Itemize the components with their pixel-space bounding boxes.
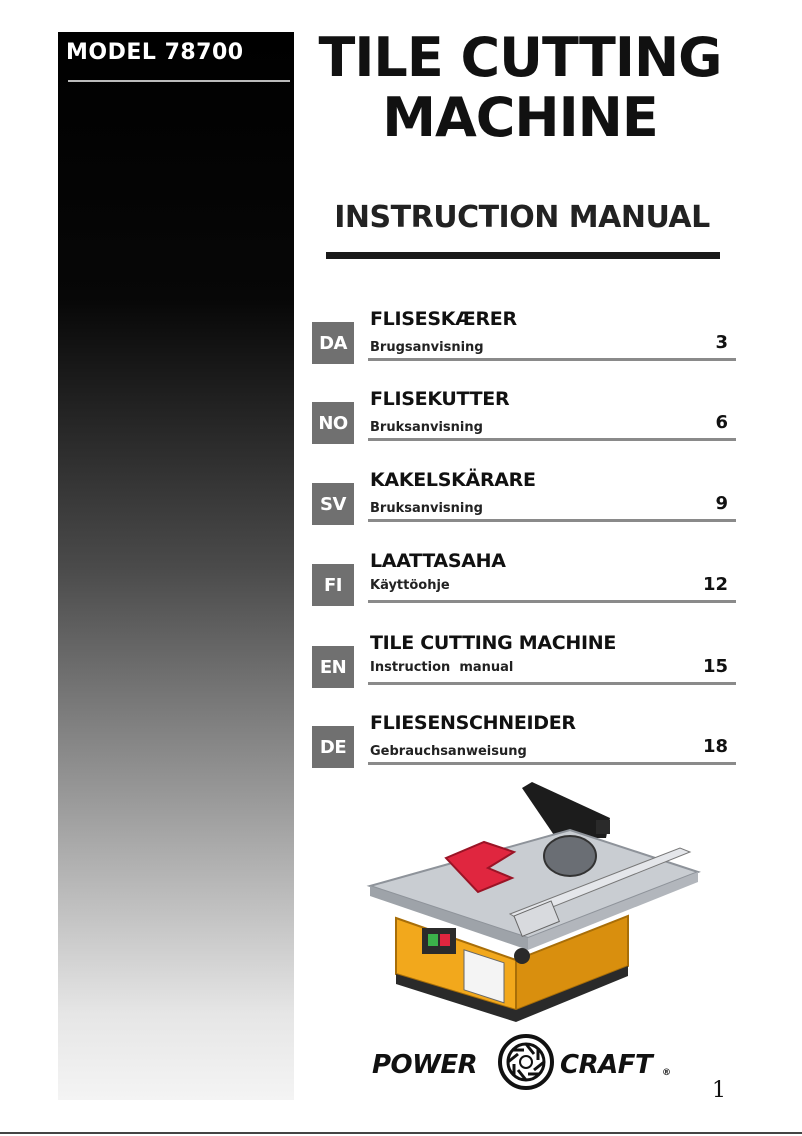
toc-title: TILE CUTTING MACHINE — [370, 632, 617, 654]
page-title — [300, 28, 740, 148]
title-line-1: TILE CUTTING — [318, 26, 722, 89]
toc-title: FLISESKÆRER — [370, 308, 517, 330]
toc-entry-da[interactable] — [312, 308, 736, 388]
model-divider — [68, 80, 290, 82]
toc-entry-fi[interactable] — [312, 550, 736, 630]
toc-divider — [368, 682, 736, 685]
off-switch-icon — [440, 934, 450, 946]
model-label: MODEL 78700 — [66, 40, 244, 65]
toc-divider — [368, 762, 736, 765]
sidebar-gradient-panel — [58, 32, 294, 1100]
toc-divider — [368, 358, 736, 361]
toc-subtitle: Brugsanvisning — [370, 340, 484, 355]
page-bottom-rule — [0, 1132, 802, 1134]
tile-cutter-photo — [360, 778, 710, 1043]
toc-entry-no[interactable] — [312, 388, 736, 468]
language-badge: DA — [312, 322, 354, 364]
brand-logo — [372, 1034, 672, 1094]
toc-entry-sv[interactable] — [312, 469, 736, 549]
registered-mark: ® — [662, 1068, 671, 1078]
toc-page-number: 6 — [715, 412, 728, 433]
on-switch-icon — [428, 934, 438, 946]
toc-subtitle: Bruksanvisning — [370, 420, 483, 435]
brand-name-left: POWER — [372, 1050, 478, 1080]
toc-title: LAATTASAHA — [370, 550, 506, 572]
toc-entry-en[interactable] — [312, 632, 736, 712]
toc-page-number: 9 — [715, 493, 728, 514]
toc-divider — [368, 600, 736, 603]
guard-knob — [596, 820, 610, 834]
toc-subtitle: Instruction manual — [370, 660, 514, 675]
toc-subtitle: Käyttöohje — [370, 578, 450, 593]
title-line-2: MACHINE — [382, 86, 658, 149]
toc-divider — [368, 519, 736, 522]
aperture-icon — [498, 1034, 554, 1090]
language-badge: NO — [312, 402, 354, 444]
toc-divider — [368, 438, 736, 441]
toc-title: KAKELSKÄRARE — [370, 469, 536, 491]
manual-subtitle: INSTRUCTION MANUAL — [334, 200, 710, 235]
page-number: 1 — [712, 1078, 726, 1103]
toc-title: FLIESENSCHNEIDER — [370, 712, 576, 734]
language-badge: SV — [312, 483, 354, 525]
toc-title: FLISEKUTTER — [370, 388, 510, 410]
language-badge: EN — [312, 646, 354, 688]
subtitle-divider — [326, 252, 720, 259]
saw-blade — [544, 836, 596, 876]
language-badge: FI — [312, 564, 354, 606]
switch-panel — [422, 928, 456, 954]
brand-name-right: CRAFT — [560, 1050, 653, 1080]
bevel-knob — [514, 948, 530, 964]
toc-page-number: 15 — [702, 656, 728, 677]
toc-subtitle: Bruksanvisning — [370, 501, 483, 516]
toc-page-number: 12 — [702, 574, 728, 595]
language-badge: DE — [312, 726, 354, 768]
toc-page-number: 18 — [702, 736, 728, 757]
toc-subtitle: Gebrauchsanweisung — [370, 744, 527, 759]
toc-page-number: 3 — [715, 332, 728, 353]
